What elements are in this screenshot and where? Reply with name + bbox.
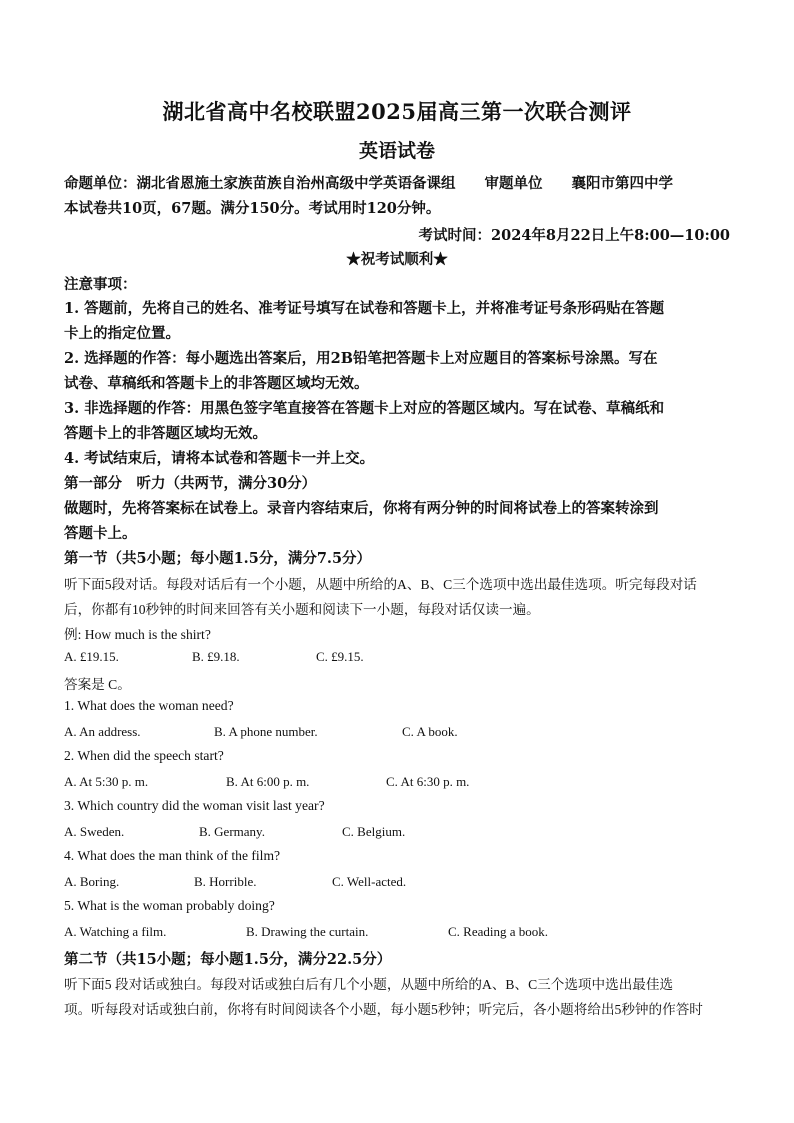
- section1-intro: 听下面5段对话。每段对话后有一个小题，从题中所给的A、B、C三个选项中选出最佳选项。听完每段对话: [64, 577, 697, 592]
- option: C. At 6:30 p. m.: [386, 774, 470, 789]
- section2-intro: 听下面5 段对话或独白。每段对话或独白后有几个小题，从题中所给的A、B、C三个选项中选出最佳选: [64, 977, 674, 992]
- option: C. Belgium.: [342, 824, 406, 839]
- setter-line: 命题单位：湖北省恩施土家族苗族自治州高级中学英语备课组 审题单位 襄阳市第四中学: [64, 175, 673, 192]
- option: C. Reading a book.: [448, 924, 549, 939]
- question: 1. What does the woman need?: [64, 698, 234, 713]
- good-luck-wish: ★祝考试顺利★: [346, 251, 448, 268]
- option: B. At 6:00 p. m.: [226, 774, 310, 789]
- info-line: 本试卷共10页，67题。满分150分。考试用时120分钟。: [64, 200, 441, 217]
- option: B. A phone number.: [214, 724, 318, 739]
- exam-subtitle: 英语试卷: [358, 140, 435, 162]
- part1-heading: 第一部分 听力（共两节，满分30分）: [64, 475, 317, 492]
- section2-heading: 第二节（共15小题；每小题1.5分，满分22.5分）: [64, 951, 392, 968]
- option: A. At 5:30 p. m.: [64, 774, 149, 789]
- part1-intro: 做题时，先将答案标在试卷上。录音内容结束后，你将有两分钟的时间将试卷上的答案转涂到: [64, 500, 659, 517]
- exam-title: 湖北省高中名校联盟2025届高三第一次联合测评: [162, 99, 632, 124]
- question: 4. What does the man think of the film?: [64, 848, 281, 863]
- option: A. Boring.: [64, 874, 120, 889]
- exam-time-line: 考试时间：2024年8月22日上午8:00—10:00: [418, 227, 730, 244]
- option: C. Well-acted.: [332, 874, 407, 889]
- notice-heading: 注意事项：: [64, 276, 137, 293]
- notice-item: 4. 考试结束后，请将本试卷和答题卡一并上交。: [64, 450, 375, 467]
- option: B. Horrible.: [194, 874, 257, 889]
- question: 5. What is the woman probably doing?: [64, 898, 275, 913]
- option: A. Watching a film.: [64, 924, 167, 939]
- option: C. A book.: [402, 724, 458, 739]
- option: A. £19.15.: [64, 649, 119, 664]
- section1-intro: 后，你都有10秒钟的时间来回答有关小题和阅读下一小题，每段对话仅读一遍。: [64, 602, 540, 617]
- option: C. £9.15.: [316, 649, 364, 664]
- section1-heading: 第一节（共5小题；每小题1.5分，满分7.5分）: [64, 550, 372, 567]
- notice-item: 1. 答题前，先将自己的姓名、准考证号填写在试卷和答题卡上，并将准考证号条形码贴在答题: [64, 300, 665, 317]
- notice-item: 答题卡上的非答题区域均无效。: [64, 425, 267, 442]
- option: B. Germany.: [199, 824, 265, 839]
- example-answer: 答案是 C。: [64, 677, 131, 692]
- part1-intro: 答题卡上。: [64, 525, 137, 542]
- section2-intro: 项。听每段对话或独白前，你将有时间阅读各个小题，每小题5秒钟；听完后，各小题将给出5秒钟的作答时: [64, 1002, 703, 1017]
- question: 3. Which country did the woman visit last year?: [64, 798, 325, 813]
- option: B. £9.18.: [192, 649, 240, 664]
- notice-item: 2. 选择题的作答：每小题选出答案后，用2B铅笔把答题卡上对应题目的答案标号涂黑。写在: [64, 350, 658, 367]
- example-question: 例: How much is the shirt?: [64, 627, 211, 642]
- option: A. Sweden.: [64, 824, 125, 839]
- option: A. An address.: [64, 724, 141, 739]
- question: 2. When did the speech start?: [64, 748, 224, 763]
- option: B. Drawing the curtain.: [246, 924, 369, 939]
- notice-item: 卡上的指定位置。: [64, 325, 180, 342]
- notice-item: 3. 非选择题的作答：用黑色签字笔直接答在答题卡上对应的答题区域内。写在试卷、草稿纸和: [64, 400, 665, 417]
- notice-item: 试卷、草稿纸和答题卡上的非答题区域均无效。: [64, 375, 369, 392]
